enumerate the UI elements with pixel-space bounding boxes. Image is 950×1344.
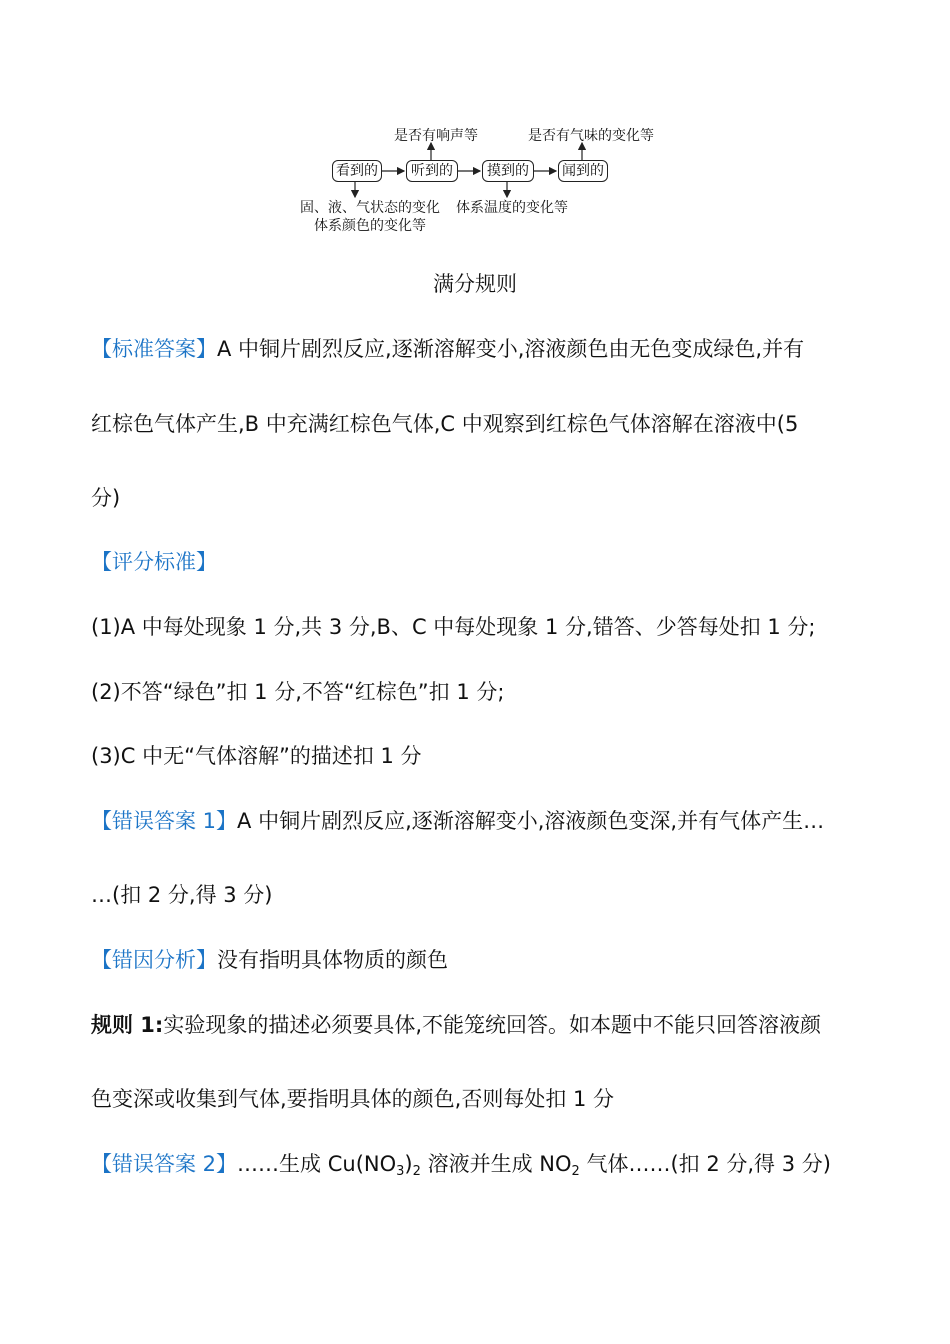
criteria-item-1: (1)A 中每处现象 1 分,共 3 分,B、C 中每处现象 1 分,错答、少答每处扣 1 分; bbox=[91, 615, 816, 639]
observation-flow-diagram bbox=[290, 118, 670, 243]
wrong-answer-1-line-2: …(扣 2 分,得 3 分) bbox=[91, 883, 273, 907]
subscript-2a: 2 bbox=[412, 1164, 421, 1179]
note-color: 体系颜色的变化等 bbox=[314, 218, 426, 234]
section-title: 满分规则 bbox=[433, 272, 517, 296]
note-smell: 是否有气味的变化等 bbox=[528, 128, 654, 144]
standard-answer-line-3: 分) bbox=[91, 486, 121, 510]
error-analysis-text: 没有指明具体物质的颜色 bbox=[217, 948, 448, 972]
wrong-answer-2-text-a: ……生成 Cu(NO bbox=[237, 1152, 397, 1176]
note-state: 固、液、气状态的变化 bbox=[300, 200, 440, 216]
error-analysis-tag: 【错因分析】 bbox=[91, 948, 217, 972]
rule-1-line-1 bbox=[91, 1011, 821, 1039]
wrong-answer-2 bbox=[91, 1150, 831, 1178]
subscript-3: 3 bbox=[396, 1164, 405, 1179]
wrong-answer-2-text-c: 溶液并生成 NO bbox=[420, 1152, 572, 1176]
subscript-2b: 2 bbox=[571, 1164, 580, 1179]
criteria-item-2: (2)不答“绿色”扣 1 分,不答“红棕色”扣 1 分; bbox=[91, 680, 505, 704]
wrong-answer-1-line-1 bbox=[91, 807, 824, 835]
box-touch: 摸到的 bbox=[482, 160, 534, 182]
box-see: 看到的 bbox=[332, 160, 382, 182]
wrong-answer-2-text-b: ) bbox=[404, 1152, 413, 1176]
criteria-item-3: (3)C 中无“气体溶解”的描述扣 1 分 bbox=[91, 744, 422, 768]
note-sound: 是否有响声等 bbox=[394, 128, 478, 144]
scoring-criteria-tag: 【评分标准】 bbox=[91, 550, 217, 574]
box-hear: 听到的 bbox=[406, 160, 458, 182]
rule-1-text-1: 实验现象的描述必须要具体,不能笼统回答。如本题中不能只回答溶液颜 bbox=[163, 1013, 822, 1037]
rule-1-line-2: 色变深或收集到气体,要指明具体的颜色,否则每处扣 1 分 bbox=[91, 1087, 615, 1111]
standard-answer-line-2: 红棕色气体产生,B 中充满红棕色气体,C 中观察到红棕色气体溶解在溶液中(5 bbox=[91, 412, 799, 436]
standard-answer-line-1 bbox=[91, 335, 804, 363]
wrong-answer-2-text-d: 气体……(扣 2 分,得 3 分) bbox=[579, 1152, 831, 1176]
standard-answer-text-1: A 中铜片剧烈反应,逐渐溶解变小,溶液颜色由无色变成绿色,并有 bbox=[217, 337, 805, 361]
error-analysis bbox=[91, 946, 448, 974]
wrong-answer-1-tag: 【错误答案 1】 bbox=[91, 809, 238, 833]
standard-answer-tag: 【标准答案】 bbox=[91, 337, 217, 361]
note-temperature: 体系温度的变化等 bbox=[456, 200, 568, 216]
box-smell: 闻到的 bbox=[558, 160, 608, 182]
wrong-answer-1-text: A 中铜片剧烈反应,逐渐溶解变小,溶液颜色变深,并有气体产生… bbox=[237, 809, 825, 833]
rule-1-label: 规则 1: bbox=[91, 1013, 164, 1037]
wrong-answer-2-tag: 【错误答案 2】 bbox=[91, 1152, 238, 1176]
